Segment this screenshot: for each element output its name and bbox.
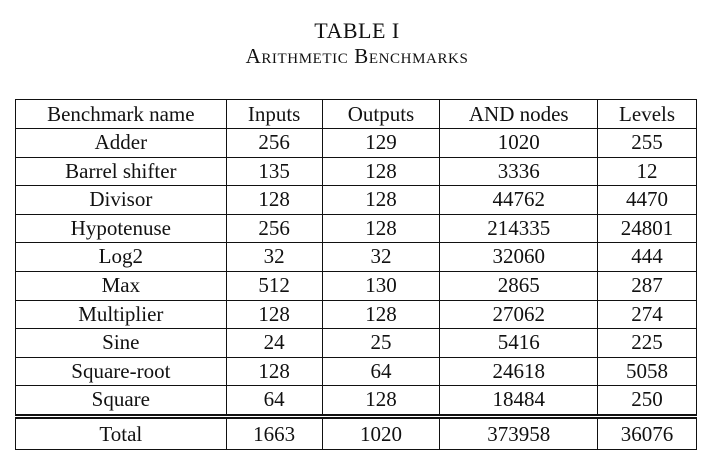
cell-levels: 24801 (598, 214, 697, 243)
cell-and-nodes: 214335 (440, 214, 598, 243)
cell-benchmark-name: Max (16, 271, 227, 300)
cell-and-nodes: 44762 (440, 186, 598, 215)
cell-inputs: 512 (226, 271, 322, 300)
table-row (16, 129, 697, 158)
cell-and-nodes: 1020 (440, 129, 598, 158)
cell-inputs: 24 (226, 329, 322, 358)
cell-outputs: 128 (322, 186, 440, 215)
cell-benchmark-name: Square (16, 386, 227, 417)
table-row (16, 214, 697, 243)
cell-inputs: 256 (226, 129, 322, 158)
cell-benchmark-name: Barrel shifter (16, 157, 227, 186)
cell-and-nodes: 27062 (440, 300, 598, 329)
header-levels: Levels (598, 100, 697, 129)
cell-inputs: 135 (226, 157, 322, 186)
header-row (16, 100, 697, 129)
cell-and-nodes: 3336 (440, 157, 598, 186)
cell-outputs: 130 (322, 271, 440, 300)
cell-levels: 225 (598, 329, 697, 358)
cell-levels: 444 (598, 243, 697, 272)
header-benchmark-name: Benchmark name (16, 100, 227, 129)
cell-and-nodes: 24618 (440, 357, 598, 386)
cell-levels: 4470 (598, 186, 697, 215)
cell-outputs: 64 (322, 357, 440, 386)
cell-outputs: 129 (322, 129, 440, 158)
cell-levels: 274 (598, 300, 697, 329)
cell-outputs: 25 (322, 329, 440, 358)
header-outputs: Outputs (322, 100, 440, 129)
total-levels: 36076 (598, 416, 697, 449)
cell-inputs: 64 (226, 386, 322, 417)
cell-levels: 5058 (598, 357, 697, 386)
table-row (16, 271, 697, 300)
total-label: Total (16, 416, 227, 449)
cell-inputs: 128 (226, 357, 322, 386)
header-inputs: Inputs (226, 100, 322, 129)
cell-inputs: 256 (226, 214, 322, 243)
cell-inputs: 32 (226, 243, 322, 272)
table-row (16, 329, 697, 358)
cell-and-nodes: 2865 (440, 271, 598, 300)
total-outputs: 1020 (322, 416, 440, 449)
total-and-nodes: 373958 (440, 416, 598, 449)
table-label: TABLE I (314, 18, 400, 43)
total-row (16, 416, 697, 449)
cell-inputs: 128 (226, 300, 322, 329)
header-and-nodes: AND nodes (440, 100, 598, 129)
cell-levels: 250 (598, 386, 697, 417)
benchmark-table (15, 99, 697, 450)
table-row (16, 386, 697, 417)
total-inputs: 1663 (226, 416, 322, 449)
cell-outputs: 128 (322, 300, 440, 329)
table-row (16, 243, 697, 272)
cell-outputs: 128 (322, 214, 440, 243)
table-row (16, 186, 697, 215)
cell-benchmark-name: Multiplier (16, 300, 227, 329)
cell-levels: 12 (598, 157, 697, 186)
table-row (16, 157, 697, 186)
cell-benchmark-name: Adder (16, 129, 227, 158)
cell-outputs: 128 (322, 386, 440, 417)
cell-benchmark-name: Sine (16, 329, 227, 358)
cell-inputs: 128 (226, 186, 322, 215)
table-title: Arithmetic Benchmarks (245, 44, 469, 68)
cell-and-nodes: 18484 (440, 386, 598, 417)
cell-levels: 255 (598, 129, 697, 158)
cell-benchmark-name: Square-root (16, 357, 227, 386)
table-row (16, 300, 697, 329)
table-row (16, 357, 697, 386)
cell-outputs: 128 (322, 157, 440, 186)
cell-outputs: 32 (322, 243, 440, 272)
cell-benchmark-name: Log2 (16, 243, 227, 272)
cell-and-nodes: 5416 (440, 329, 598, 358)
cell-levels: 287 (598, 271, 697, 300)
cell-benchmark-name: Divisor (16, 186, 227, 215)
cell-and-nodes: 32060 (440, 243, 598, 272)
cell-benchmark-name: Hypotenuse (16, 214, 227, 243)
